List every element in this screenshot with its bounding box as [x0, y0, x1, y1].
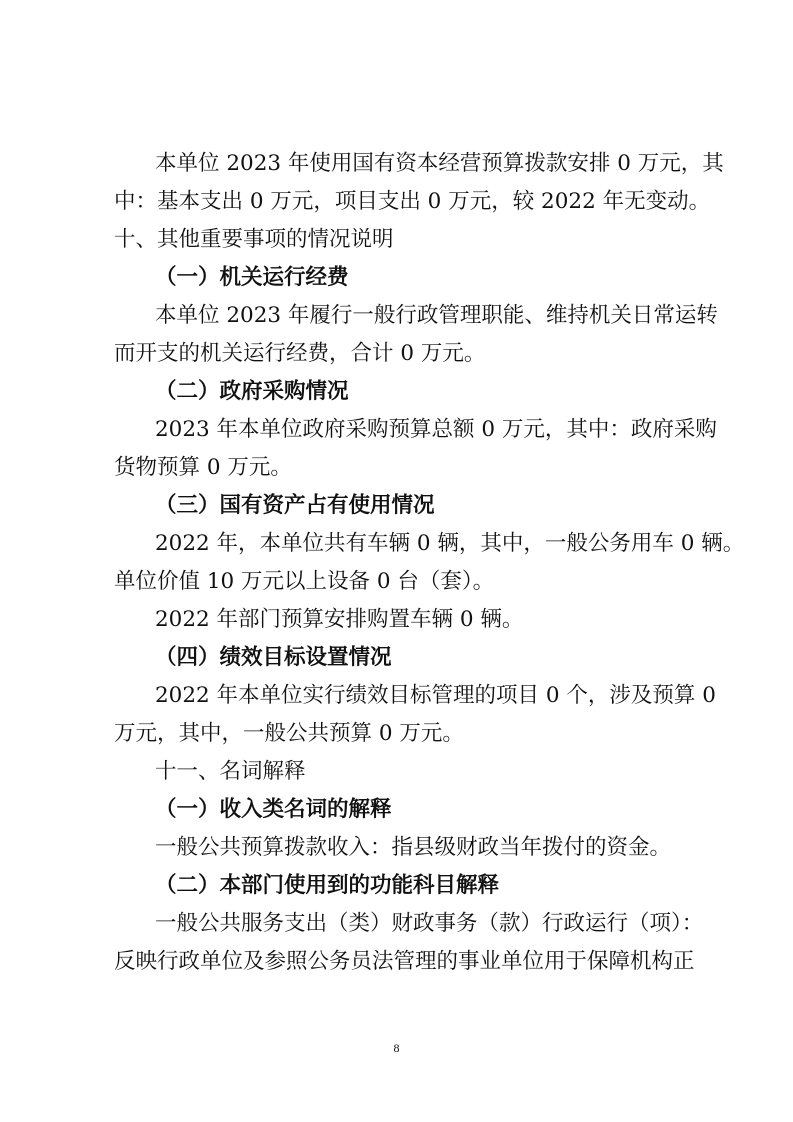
subsection-heading: （四）绩效目标设置情况	[155, 645, 392, 670]
subsection-heading: （三）国有资产占有使用情况	[155, 493, 435, 518]
section-heading: 十一、名词解释	[155, 759, 306, 784]
paragraph-line: 单位价值 10 万元以上设备 0 台（套）。	[114, 569, 495, 594]
subsection-heading: （二）政府采购情况	[155, 379, 349, 404]
paragraph-line: 本单位 2023 年履行一般行政管理职能、维持机关日常运转	[155, 303, 718, 328]
subsection-heading: （一）收入类名词的解释	[155, 797, 392, 822]
paragraph-line: 中：基本支出 0 万元，项目支出 0 万元，较 2022 年无变动。	[114, 189, 711, 214]
paragraph-line: 万元，其中，一般公共预算 0 万元。	[114, 721, 464, 746]
paragraph-line: 2022 年部门预算安排购置车辆 0 辆。	[155, 607, 524, 632]
paragraph-line: 一般公共服务支出（类）财政事务（款）行政运行（项）：	[155, 911, 704, 936]
paragraph-line: 本单位 2023 年使用国有资本经营预算拨款安排 0 万元，其	[155, 151, 724, 176]
section-heading: 十、其他重要事项的情况说明	[114, 227, 394, 252]
paragraph-line: 货物预算 0 万元。	[114, 455, 292, 480]
subsection-heading: （一）机关运行经费	[155, 265, 349, 290]
subsection-heading: （二）本部门使用到的功能科目解释	[155, 873, 500, 898]
paragraph-line: 反映行政单位及参照公务员法管理的事业单位用于保障机构正	[114, 949, 695, 974]
paragraph-line: 2022 年本单位实行绩效目标管理的项目 0 个，涉及预算 0	[155, 683, 716, 708]
paragraph-line: 2023 年本单位政府采购预算总额 0 万元，其中：政府采购	[155, 417, 717, 442]
page-number: 8	[393, 1041, 400, 1055]
paragraph-line: 而开支的机关运行经费，合计 0 万元。	[114, 341, 486, 366]
paragraph-line: 一般公共预算拨款收入：指县级财政当年拨付的资金。	[155, 835, 672, 860]
paragraph-line: 2022 年，本单位共有车辆 0 辆，其中，一般公务用车 0 辆。	[155, 531, 745, 556]
